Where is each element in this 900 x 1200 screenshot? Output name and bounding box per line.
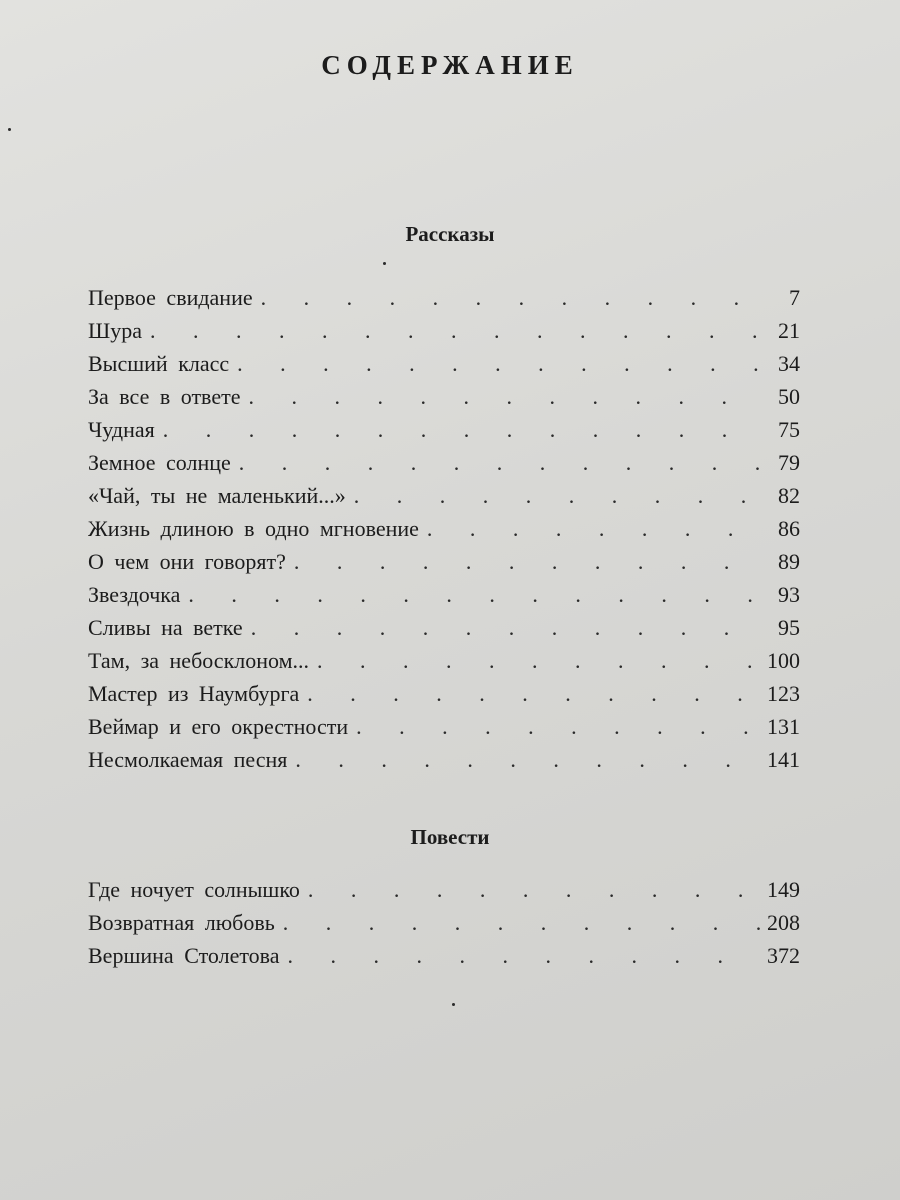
- toc-entry-title: За все в ответе: [88, 384, 241, 409]
- toc-entry: [88, 545, 800, 578]
- toc-entry-page: 131: [767, 714, 800, 739]
- toc-entry: [88, 743, 800, 776]
- dot-leader: [419, 512, 760, 545]
- dot-leader: [155, 413, 760, 446]
- toc-entry: [88, 644, 800, 677]
- toc-entry-page: 372: [767, 943, 800, 968]
- toc-entry: [88, 710, 800, 743]
- dot-leader: [240, 380, 760, 413]
- dot-leader: [287, 743, 760, 776]
- dot-leader: [280, 939, 760, 972]
- dot-leader: [348, 710, 760, 743]
- toc-entry-page: 208: [767, 910, 800, 935]
- toc-entry: [88, 873, 800, 906]
- toc-entry-page: 141: [767, 747, 800, 772]
- dot-leader: [346, 479, 760, 512]
- toc-entry-page: 21: [778, 318, 800, 343]
- toc-entry-title: Мастер из Наумбурга: [88, 681, 300, 706]
- section-heading-stories: Рассказы: [405, 222, 495, 246]
- dot-leader: [243, 611, 760, 644]
- paper-speck: [383, 262, 386, 265]
- toc-entry-page: 93: [778, 582, 800, 607]
- toc-entry: [88, 512, 800, 545]
- dot-leader: [231, 446, 760, 479]
- toc-entry: [88, 347, 800, 380]
- toc-entry-title: Чудная: [88, 417, 155, 442]
- toc-entry-title: Несмолкаемая песня: [88, 747, 288, 772]
- toc-list-stories: [88, 281, 800, 776]
- toc-entry: [88, 939, 800, 972]
- toc-entry: [88, 446, 800, 479]
- toc-entry-title: Высший класс: [88, 351, 230, 376]
- toc-entry-page: 89: [778, 549, 800, 574]
- toc-entry-page: 7: [789, 285, 800, 310]
- toc-entry-title: Там, за небосклоном...: [88, 648, 310, 673]
- toc-entry-title: Первое свидание: [88, 285, 253, 310]
- dot-leader: [275, 906, 760, 939]
- toc-entry: [88, 578, 800, 611]
- toc-entry-title: Возвратная любовь: [88, 910, 275, 935]
- paper-speck: [452, 1003, 455, 1006]
- dot-leader: [299, 677, 760, 710]
- toc-entry-page: 50: [778, 384, 800, 409]
- dot-leader: [229, 347, 760, 380]
- toc-entry: [88, 906, 800, 939]
- toc-entry-page: 75: [778, 417, 800, 442]
- toc-entry-title: «Чай, ты не маленький...»: [88, 483, 346, 508]
- toc-entry: [88, 380, 800, 413]
- page-title: СОДЕРЖАНИЕ: [321, 50, 579, 80]
- toc-entry-title: Звездочка: [88, 582, 181, 607]
- dot-leader: [180, 578, 760, 611]
- dot-leader: [286, 545, 760, 578]
- toc-entry: [88, 611, 800, 644]
- toc-entry-title: Вершина Столетова: [88, 943, 280, 968]
- toc-entry-title: Земное солнце: [88, 450, 231, 475]
- section-heading-novellas: Повести: [410, 825, 490, 849]
- toc-entry-title: Сливы на ветке: [88, 615, 243, 640]
- toc-entry: [88, 677, 800, 710]
- toc-entry: [88, 314, 800, 347]
- toc-entry-title: Где ночует солнышко: [88, 877, 300, 902]
- dot-leader: [309, 644, 760, 677]
- toc-entry-page: 123: [767, 681, 800, 706]
- dot-leader: [300, 873, 760, 906]
- toc-entry-title: Веймар и его окрестности: [88, 714, 349, 739]
- toc-list-novellas: [88, 873, 800, 972]
- paper-speck: [8, 128, 11, 131]
- toc-entry-page: 86: [778, 516, 800, 541]
- dot-leader: [142, 314, 760, 347]
- toc-entry-title: Шура: [88, 318, 142, 343]
- toc-entry-title: О чем они говорят?: [88, 549, 286, 574]
- toc-entry: [88, 281, 800, 314]
- toc-entry-page: 79: [778, 450, 800, 475]
- toc-entry-page: 82: [778, 483, 800, 508]
- dot-leader: [253, 281, 760, 314]
- toc-entry-title: Жизнь длиною в одно мгновение: [88, 516, 419, 541]
- toc-entry-page: 34: [778, 351, 800, 376]
- toc-entry-page: 95: [778, 615, 800, 640]
- toc-entry-page: 100: [767, 648, 800, 673]
- toc-entry: [88, 413, 800, 446]
- toc-entry-page: 149: [767, 877, 800, 902]
- toc-entry: [88, 479, 800, 512]
